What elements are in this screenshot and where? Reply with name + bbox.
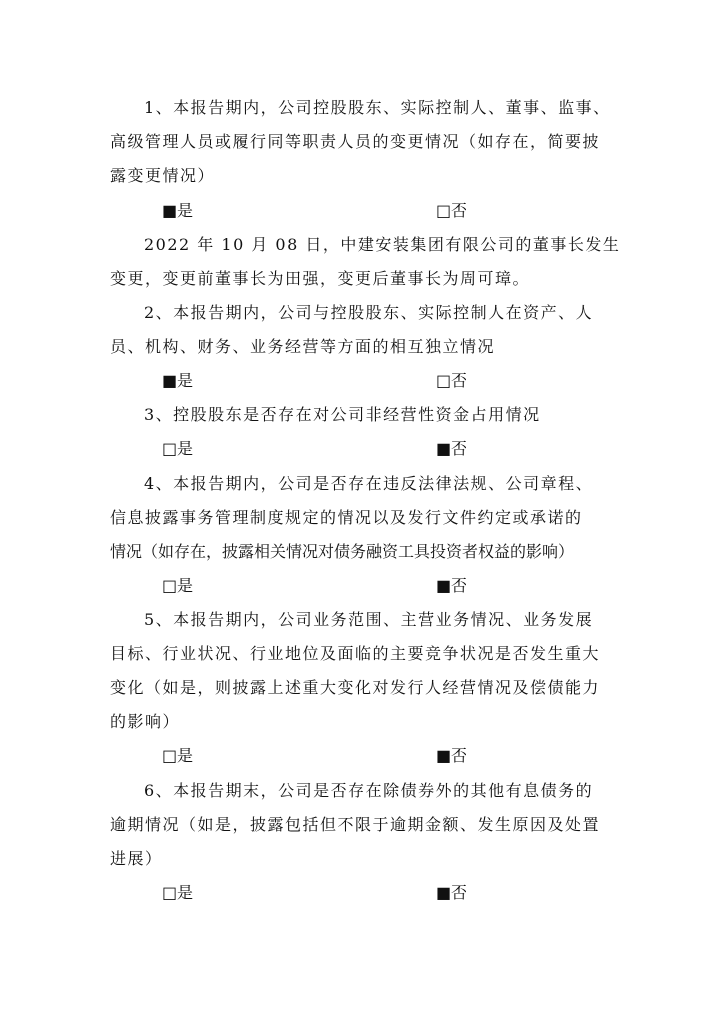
item-4-yes-checkbox: □ xyxy=(162,576,178,595)
item-3-no-label: 否 xyxy=(451,439,468,458)
item-3-yes-checkbox: □ xyxy=(162,439,178,458)
item-2-yes-checkbox: ■ xyxy=(162,371,178,390)
item-2-line-2: 员、机构、财务、业务经营等方面的相互独立情况 xyxy=(110,337,496,356)
item-1-yes-checkbox: ■ xyxy=(162,201,178,220)
item-4-yes-option xyxy=(162,575,193,597)
item-2-no-option xyxy=(436,370,467,392)
item-1-line-3: 露变更情况） xyxy=(110,166,216,185)
item-1-yes-label: 是 xyxy=(177,201,194,220)
item-3-no-option xyxy=(436,438,467,460)
item-1-no-label: 否 xyxy=(451,201,468,220)
item-6-yes-checkbox: □ xyxy=(162,883,178,902)
item-6-no-option xyxy=(436,882,467,904)
item-4-line-1: 4、本报告期内，公司是否存在违反法律法规、公司章程、 xyxy=(144,474,594,493)
item-5-no-checkbox: ■ xyxy=(436,746,452,765)
item-1-line-1: 1、本报告期内，公司控股股东、实际控制人、董事、监事、 xyxy=(144,98,611,117)
item-4-line-2: 信息披露事务管理制度规定的情况以及发行文件约定或承诺的 xyxy=(110,508,583,527)
item-2-line-1: 2、本报告期内，公司与控股股东、实际控制人在资产、人 xyxy=(144,303,594,322)
item-1-detail-line-2: 变更，变更前董事长为田强，变更后董事长为周可璋。 xyxy=(110,269,531,288)
item-6-no-checkbox: ■ xyxy=(436,883,452,902)
item-3-no-checkbox: ■ xyxy=(436,439,452,458)
item-2-no-label: 否 xyxy=(451,371,468,390)
item-5-line-1: 5、本报告期内，公司业务范围、主营业务情况、业务发展 xyxy=(144,610,594,629)
item-4-no-checkbox: ■ xyxy=(436,576,452,595)
item-6-no-label: 否 xyxy=(451,883,468,902)
item-1-no-option xyxy=(436,200,467,222)
item-5-no-label: 否 xyxy=(451,746,468,765)
item-1-detail-line-1: 2022 年 10 月 08 日，中建安装集团有限公司的董事长发生 xyxy=(144,235,621,254)
item-2-no-checkbox: □ xyxy=(436,371,452,390)
item-5-line-2: 目标、行业状况、行业地位及面临的主要竞争状况是否发生重大 xyxy=(110,644,601,663)
item-3-yes-label: 是 xyxy=(177,439,194,458)
item-6-line-2: 逾期情况（如是，披露包括但不限于逾期金额、发生原因及处置 xyxy=(110,815,601,834)
item-2-yes-option xyxy=(162,370,193,392)
item-5-yes-label: 是 xyxy=(177,746,194,765)
item-3-line-1: 3、控股股东是否存在对公司非经营性资金占用情况 xyxy=(144,405,541,424)
item-1-yes-option xyxy=(162,200,193,222)
item-5-line-3: 变化（如是，则披露上述重大变化对发行人经营情况及偿债能力 xyxy=(110,678,601,697)
item-5-yes-option xyxy=(162,745,193,767)
item-5-no-option xyxy=(436,745,467,767)
item-4-no-label: 否 xyxy=(451,576,468,595)
item-5-line-4: 的影响） xyxy=(110,712,181,731)
item-4-no-option xyxy=(436,575,467,597)
item-2-yes-label: 是 xyxy=(177,371,194,390)
item-6-yes-option xyxy=(162,882,193,904)
item-5-yes-checkbox: □ xyxy=(162,746,178,765)
item-3-yes-option xyxy=(162,438,193,460)
item-6-line-1: 6、本报告期末，公司是否存在除债券外的其他有息债务的 xyxy=(144,781,594,800)
item-1-no-checkbox: □ xyxy=(436,201,452,220)
item-1-line-2: 高级管理人员或履行同等职责人员的变更情况（如存在，简要披 xyxy=(110,132,601,151)
item-4-line-3: 情况（如存在，披露相关情况对债务融资工具投资者权益的影响） xyxy=(110,542,575,561)
item-4-yes-label: 是 xyxy=(177,576,194,595)
item-6-line-3: 进展） xyxy=(110,849,163,868)
item-6-yes-label: 是 xyxy=(177,883,194,902)
